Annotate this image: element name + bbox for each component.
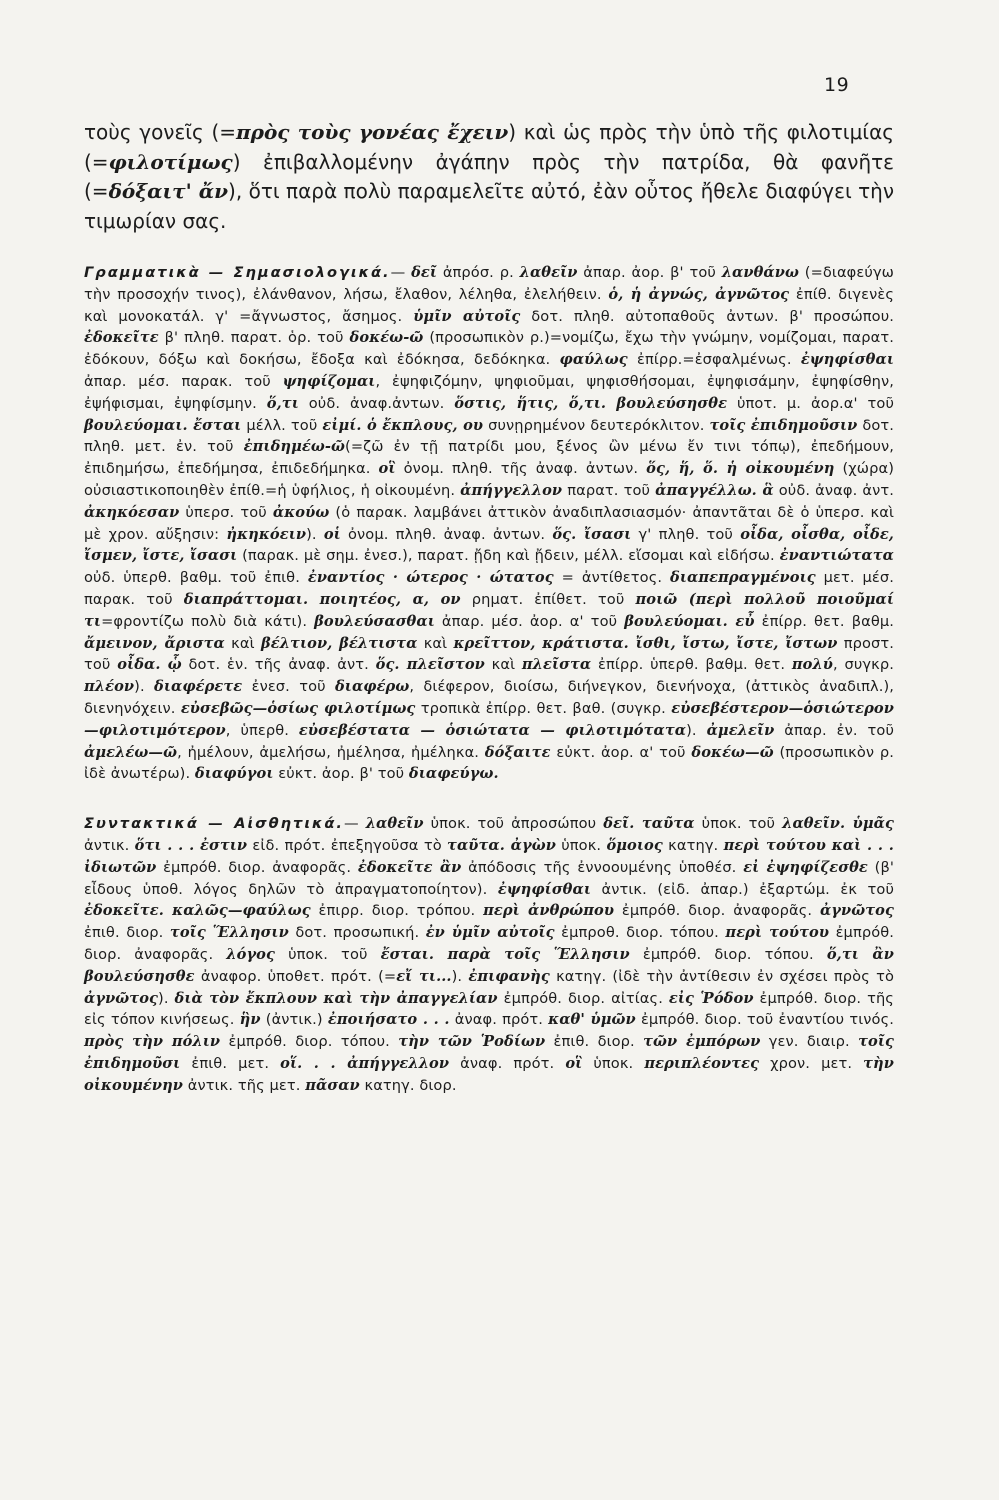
bold-term: οἳ: [565, 1054, 583, 1072]
text-run: δοτ. ἑν. τῆς ἀναφ. ἀντ.: [181, 656, 376, 674]
bold-term: ὅς. πλεῖστον: [375, 656, 485, 674]
text-run: —: [343, 815, 366, 833]
text-run: ὑποκ.: [555, 836, 607, 854]
bold-term: διαπράττομαι. ποιητέος, α, ον: [183, 590, 461, 608]
bold-term: ἐν ὑμῖν αὐτοῖς: [425, 924, 555, 942]
page-content: [84, 118, 894, 1096]
text-run: ὑποκ. τοῦ: [275, 945, 381, 963]
text-run: ἀντικ.: [84, 836, 135, 854]
bold-term: ἐναντιώτατα: [779, 547, 894, 565]
syntax-section: [84, 813, 894, 1096]
text-run: ) καὶ ὡς πρὸς τὴν ὑπὸ τῆς φιλοτιμίας (=: [84, 120, 894, 174]
text-run: ἐνεσ. τοῦ: [242, 678, 335, 696]
text-run: ).: [686, 721, 707, 739]
text-run: γ' πληθ. τοῦ: [631, 525, 741, 543]
text-run: ἐμπροθ. διορ. τόπου.: [554, 924, 726, 942]
text-run: ἀπαρ. ἀορ. β' τοῦ: [577, 264, 722, 281]
intro-paragraph: [84, 118, 894, 236]
text-run: ἐπιθ. μετ.: [180, 1054, 281, 1072]
bold-term: οἶδα. ᾧ: [117, 656, 182, 674]
text-run: (χώρα) οὐσιαστικοποιηθὲν ἐπίθ.=ἡ ὑφήλιος, ἡ οἰκουμένη.: [84, 460, 895, 499]
bold-term: ἀγνῶτος: [84, 989, 159, 1007]
bold-term: ταῦτα. ἀγὼν: [447, 836, 556, 854]
grammar-heading: Γραμματικὰ — Σημασιολογικά.: [84, 264, 391, 281]
bold-term: φαύλως: [559, 351, 628, 369]
text-run: =φροντίζω πολὺ διὰ κάτι).: [101, 612, 315, 630]
bold-term: περὶ ἀνθρώπου: [483, 902, 615, 920]
text-run: γεν. διαιρ.: [760, 1033, 859, 1051]
text-run: (=διαφεύγω τὴν προσοχήν τινος), ἐλάνθανον, λήσω, ἔλαθον, λέληθα, ἐλελήθειν.: [84, 264, 895, 303]
text-run: —: [390, 264, 412, 281]
text-run: ἀπαρ. ἐν. τοῦ: [774, 721, 894, 739]
bold-term: οἳ: [378, 460, 396, 478]
bold-term: εἰ ἐψηφίζεσθε: [743, 858, 868, 876]
text-run: ).: [306, 525, 324, 543]
text-run: ἀπαρ. μέσ. παρακ. τοῦ: [84, 372, 283, 390]
text-run: εἰδ. πρότ. ἐπεξηγοῦσα τὸ: [247, 836, 448, 854]
bold-term: ὅς, ἥ, ὅ. ἡ οἰκουμένη: [646, 460, 835, 478]
bold-term: ἐδοκεῖτε. καλῶς—φαύλως: [84, 902, 311, 920]
bold-term: εὐσεβέστερον—ὁσιώτερον—φιλοτιμότερον: [84, 699, 894, 739]
bold-term: ἐποιήσατο . . .: [327, 1011, 450, 1029]
bold-term: ἀκούω: [272, 503, 330, 521]
text-run: καὶ: [224, 634, 261, 652]
text-run: ἀναφ. πρότ.: [449, 1011, 549, 1029]
bold-term: δόξαιτε: [484, 743, 551, 761]
text-run: ἐμπρόθ. διορ. τόπου.: [629, 945, 827, 963]
text-run: β' πληθ. παρατ. ὁρ. τοῦ: [158, 329, 350, 347]
text-run: κατηγ. (ἰδὲ τὴν ἀντίθεσιν ἐν σχέσει πρὸς τὸ: [549, 967, 894, 985]
bold-term: δοκέω-ῶ: [349, 329, 424, 347]
grammar-text: [84, 264, 894, 782]
bold-term: ὁ, ἡ ἀγνώς, ἀγνῶτος: [608, 285, 790, 303]
bold-term: διαφέρετε: [154, 678, 243, 696]
bold-term: διὰ τὸν ἔκπλουν καὶ τὴν ἀπαγγελίαν: [174, 989, 498, 1007]
text-run: ἐπίρρ. ὑπερθ. βαθμ. θετ.: [591, 656, 792, 674]
text-run: (παρακ. μὲ σημ. ἐνεσ.), παρατ. ᾔδη καὶ ᾔδειν, μέλλ. εἴσομαι καὶ εἰδήσω.: [237, 547, 780, 565]
bold-term: τῶν ἐμπόρων: [643, 1033, 761, 1051]
text-run: εὐκτ. ἀορ. β' τοῦ: [273, 765, 409, 783]
bold-term: ἔσται. παρὰ τοῖς Ἕλλησιν: [380, 945, 630, 963]
bold-term: ἣν: [239, 1011, 261, 1029]
text-run: ὀνομ. πληθ. τῆς ἀναφ. ἀντων.: [395, 460, 647, 478]
bold-term: δοκέω—ῶ: [691, 743, 774, 761]
text-run: ἀπόδοσις τῆς ἐννοουμένης ὑποθέσ.: [461, 858, 744, 876]
bold-term: πλεῖστα: [521, 656, 592, 674]
text-run: τροπικὰ ἐπίρρ. θετ. βαθ. (συγκρ.: [415, 699, 672, 717]
bold-term: εὐσεβῶς—ὁσίως φιλοτίμως: [180, 699, 416, 717]
text-run: κατηγ.: [662, 836, 724, 854]
text-run: παρατ. τοῦ: [562, 481, 656, 499]
bold-term: ὅμοιος: [606, 836, 663, 854]
text-run: ) ἐπιβαλλομένην ἀγάπην πρὸς τὴν πατρίδα, θὰ φανῆτε (=: [84, 149, 894, 203]
bold-term: δεῖ: [411, 264, 438, 281]
bold-term: ὅ,τι: [266, 394, 299, 412]
text-run: ἐμπρόθ. διορ. ἀναφορᾶς.: [156, 858, 358, 876]
bold-term: ἀμελέω—ῶ: [84, 743, 178, 761]
bold-term: ὅς. ἴσασι: [552, 525, 632, 543]
text-run: συνῃρημένον δευτερόκλιτον.: [483, 416, 710, 434]
bold-term: ποιῶ (περὶ πολλοῦ ποιοῦμαί τι: [84, 590, 894, 630]
text-run: ἐπίρρ.=ἐσφαλμένως.: [627, 351, 801, 369]
text-run: ὑποκ. τοῦ: [694, 815, 783, 833]
bold-term: εὐσεβέστατα — ὁσιώτατα — φιλοτιμότατα: [298, 721, 687, 739]
bold-term: ὅ,τι ἂν βουλεύσησθε: [84, 945, 894, 985]
bold-term: πολύ: [791, 656, 834, 674]
bold-term: οἵ. . . ἀπήγγελλον: [280, 1054, 450, 1072]
text-run: , διέφερον, διοίσω, διήνεγκον, διενήνοχα, (ἀττικὸς ἀναδιπλ.), διενηνόχειν.: [84, 678, 894, 717]
text-run: (προσωπικὸν ρ. ἰδὲ ἀνωτέρω).: [84, 743, 894, 783]
bold-term: ἐδοκεῖτε ἂν: [357, 858, 462, 876]
bold-term: ἐδοκεῖτε: [84, 329, 159, 347]
bold-term: διαφέρω: [334, 678, 410, 696]
text-run: οὐδ. ἀναφ.ἀντων.: [298, 394, 455, 412]
bold-term: ἐψηφίσθαι: [800, 351, 894, 369]
bold-term: κρεῖττον, κράτιστα. ἴσθι, ἴστω, ἴστε, ἴστων: [453, 634, 838, 652]
bold-term: περιπλέοντες: [644, 1054, 760, 1072]
bold-term: εἰμί. ὁ ἔκπλους, ου: [322, 416, 484, 434]
text-run: ὑπερσ. τοῦ: [179, 503, 273, 521]
text-run: δοτ. προσωπική.: [288, 924, 426, 942]
text-run: καὶ: [484, 656, 522, 674]
bold-term: βουλεύσασθαι: [314, 612, 435, 630]
text-run: = ἀντίθετος.: [553, 569, 671, 587]
page-number: 19: [824, 74, 850, 96]
text-run: ἐμπρόθ. διορ. αἰτίας.: [497, 989, 669, 1007]
text-run: ἐμπρόθ. διορ. τοῦ ἐναντίου τινός.: [635, 1011, 894, 1029]
text-run: (β' εἶδους ὑποθ. λόγος δηλῶν τὸ ἀπραγματοποίητον).: [84, 858, 894, 898]
text-run: ρηματ. ἐπίθετ. τοῦ: [460, 590, 636, 608]
text-run: ἐπιρρ. διορ. τρόπου.: [310, 902, 484, 920]
bold-term: βουλεύομαι. εὖ: [624, 612, 755, 630]
text-run: ἀπαρ. μέσ. ἀορ. α' τοῦ: [434, 612, 625, 630]
bold-term: τὴν οἰκουμένην: [84, 1054, 894, 1094]
text-run: ἀντικ. (εἰδ. ἀπαρ.) ἐξαρτώμ. ἐκ τοῦ: [591, 880, 895, 898]
bold-term: λαθεῖν: [365, 815, 424, 833]
text-run: μέλλ. τοῦ: [241, 416, 323, 434]
text-run: ἐπιθ. διορ.: [84, 924, 170, 942]
text-run: ἀναφορ. ὑποθετ. πρότ. (=: [194, 967, 397, 985]
text-run: χρον. μετ.: [759, 1054, 864, 1072]
bold-term: πρὸς τὴν πόλιν: [84, 1033, 221, 1051]
text-run: ἐπιθ. διορ.: [545, 1033, 644, 1051]
bold-term: τὴν τῶν Ῥοδίων: [398, 1033, 546, 1051]
text-run: ἀναφ. πρότ.: [449, 1054, 566, 1072]
text-run: ἀπρόσ. ρ.: [437, 264, 520, 281]
text-run: τοὺς γονεῖς (=: [84, 120, 237, 144]
text-run: ἐμπρόθ. διορ. τῆς εἰς τόπον κινήσεως.: [84, 989, 894, 1029]
text-run: οὐδ. ὑπερθ. βαθμ. τοῦ ἐπιθ.: [84, 569, 308, 587]
bold-term: δόξαιτ' ἄν: [108, 179, 229, 203]
bold-term: οἶδα, οἶσθα, οἶδε, ἴσμεν, ἴστε, ἴσασι: [84, 525, 894, 565]
text-run: (προσωπικὸν ρ.)=νομίζω, ἔχω τὴν γνώμην, νομίζομαι, παρατ. ἐδόκουν, δόξω καὶ δοκήσω, ἔδοξα καὶ ἐδόκησα, δεδόκηκα.: [84, 329, 894, 369]
bold-term: ὅτι . . . ἐστιν: [134, 836, 248, 854]
bold-term: πρὸς τοὺς γονέας ἔχειν: [236, 120, 509, 144]
bold-term: ὑμῖν αὐτοῖς: [413, 307, 521, 325]
bold-term: βέλτιον, βέλτιστα: [260, 634, 418, 652]
text-run: (ὁ παρακ. λαμβάνει ἀττικὸν ἀναδιπλασιασμόν· ἀπαντᾶται δὲ ὁ ὑπερσ. καὶ μὲ χρον. αὔξησιν:: [84, 503, 894, 543]
bold-term: λαθεῖν: [519, 264, 578, 281]
bold-term: λόγος: [226, 945, 276, 963]
bold-term: διαφύγοι: [194, 765, 274, 783]
grammar-section: [84, 262, 894, 785]
text-run: δοτ. πληθ. αὐτοπαθοῦς ἀντων. β' προσώπου.: [520, 307, 894, 325]
text-run: εὐκτ. ἀορ. α' τοῦ: [550, 743, 692, 761]
text-run: ὀνομ. πληθ. ἀναφ. ἀντων.: [340, 525, 553, 543]
bold-term: ἄμεινον, ἄριστα: [84, 634, 225, 652]
bold-term: ἠκηκόειν: [226, 525, 307, 543]
text-run: ἐμπρόθ. διορ. τόπου.: [220, 1033, 399, 1051]
bold-term: ἐναντίος · ώτερος · ώτατος: [307, 569, 554, 587]
bold-term: εἴ τι...: [396, 967, 452, 985]
bold-term: λανθάνω: [721, 264, 799, 281]
text-run: (ἀντικ.): [260, 1011, 328, 1029]
bold-term: ἀγνῶτος: [819, 902, 894, 920]
text-run: , ἐψηφιζόμην, ψηφιοῦμαι, ψηφισθήσομαι, ἐψηφισάμην, ἐψηφίσθην, ἐψήφισμαι, ἐψηφίσμην.: [84, 372, 895, 412]
text-run: μετ. μέσ. παρακ. τοῦ: [84, 569, 895, 608]
bold-term: βουλεύομαι. ἔσται: [84, 416, 242, 434]
bold-term: εἰς Ῥόδον: [668, 989, 754, 1007]
text-run: ὑποτ. μ. ἀορ.α' τοῦ: [727, 394, 894, 412]
text-run: οὐδ. ἀναφ. ἀντ.: [773, 481, 894, 499]
text-run: ), ὅτι παρὰ πολὺ παραμελεῖτε αὐτό, ἐὰν οὗτος ἤθελε διαφύγει τὴν τιμωρίαν σας.: [84, 179, 895, 233]
text-run: ).: [451, 967, 469, 985]
text-run: ἐπίρρ. θετ. βαθμ.: [754, 612, 894, 630]
bold-term: διαφεύγω.: [408, 765, 499, 783]
text-run: ἀντικ. τῆς μετ.: [183, 1076, 306, 1094]
bold-term: ὅστις, ἥτις, ὅ,τι. βουλεύσησθε: [454, 394, 728, 412]
bold-term: ἐψηφίσθαι: [497, 880, 592, 898]
text-run: καὶ: [417, 634, 454, 652]
bold-term: τοῖς Ἕλλησιν: [169, 924, 289, 942]
bold-term: περὶ τούτου καὶ . . . ἰδιωτῶν: [84, 836, 894, 876]
bold-term: διαπεπραγμένοις: [670, 569, 816, 587]
text-run: ὑποκ. τοῦ ἀπροσώπου: [423, 815, 604, 833]
bold-term: ψηφίζομαι: [282, 372, 376, 390]
text-run: προστ. τοῦ: [84, 634, 894, 674]
syntax-heading: Συντακτικά — Αἰσθητικά.: [84, 815, 344, 833]
bold-term: ἀμελεῖν: [706, 721, 775, 739]
text-run: (=ζῶ ἐν τῇ πατρίδι μου, ξένος ὢν μένω ἔν τινι τόπῳ), ἐπεδήμουν, ἐπιδημήσω, ἐπεδήμησα, ἐπιδεδήμηκα.: [84, 438, 894, 478]
bold-term: τοῖς ἐπιδημοῦσιν: [709, 416, 858, 434]
text-run: ἐπίθ. διγενὲς καὶ μονοκατάλ. γ' =ἄγνωστος, ἄσημος.: [84, 285, 895, 325]
text-run: , συγκρ.: [833, 656, 894, 674]
text-run: δοτ. πληθ. μετ. ἐν. τοῦ: [84, 416, 895, 456]
bold-term: ἀκηκόεσαν: [84, 503, 180, 521]
bold-term: δεῖ. ταῦτα: [603, 815, 695, 833]
text-run: ἐμπρόθ. διορ. ἀναφορᾶς.: [84, 924, 894, 963]
bold-term: περὶ τούτου: [725, 924, 830, 942]
bold-term: πᾶσαν: [305, 1076, 360, 1094]
bold-term: οἱ: [323, 525, 341, 543]
syntax-text: [84, 815, 894, 1094]
bold-term: φιλοτίμως: [108, 149, 233, 174]
text-run: ).: [158, 989, 175, 1007]
bold-term: πλέον: [84, 678, 135, 696]
text-run: ).: [134, 678, 154, 696]
text-run: ἐμπρόθ. διορ. ἀναφορᾶς.: [614, 902, 820, 920]
text-run: ὑποκ.: [582, 1054, 645, 1072]
bold-term: ἀπαγγέλλω. ἃ: [655, 481, 774, 499]
bold-term: ἀπήγγελλον: [460, 481, 563, 499]
bold-term: ἐπιδημέω-ῶ: [243, 438, 346, 456]
bold-term: ἐπιφανὴς: [468, 967, 550, 985]
bold-term: τοῖς ἐπιδημοῦσι: [84, 1033, 894, 1072]
text-run: , ὑπερθ.: [225, 721, 299, 739]
text-run: , ἠμέλουν, ἀμελήσω, ἠμέλησα, ἠμέληκα.: [177, 743, 485, 761]
text-run: κατηγ. διορ.: [359, 1076, 457, 1094]
bold-term: λαθεῖν. ὑμᾶς: [782, 815, 894, 833]
bold-term: καθ' ὑμῶν: [548, 1011, 636, 1029]
